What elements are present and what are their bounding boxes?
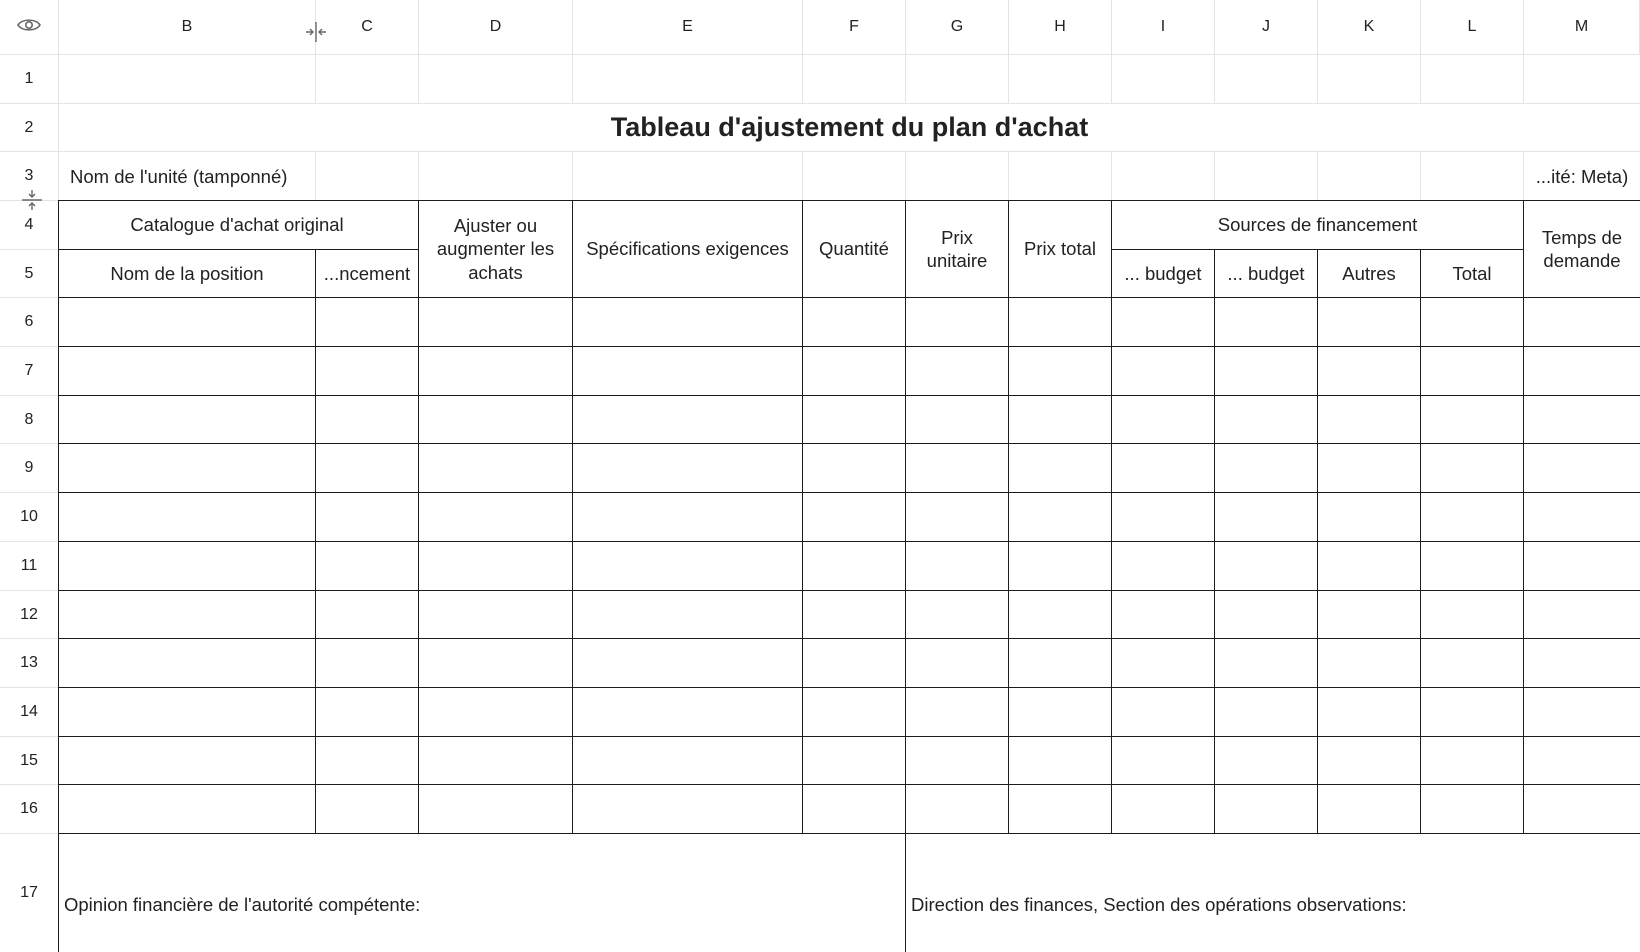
header-adjust-purchases[interactable]: Ajuster ou augmenter les achats [436, 215, 555, 283]
eye-icon[interactable] [17, 17, 41, 38]
table-border [58, 346, 1640, 347]
column-header-d[interactable]: D [419, 0, 573, 55]
unit-right-label[interactable]: ...ité: Meta) [1535, 165, 1629, 187]
column-header-e[interactable]: E [573, 0, 803, 55]
row-header-6[interactable]: 6 [0, 298, 59, 347]
gridline [1523, 55, 1524, 104]
gridline [1111, 55, 1112, 104]
table-border [58, 638, 1640, 639]
table-border [58, 784, 1640, 785]
gridline [1317, 55, 1318, 104]
header-original-catalog[interactable]: Catalogue d'achat original [130, 214, 344, 236]
table-border [58, 443, 1640, 444]
table-border [905, 200, 906, 952]
table-border [1420, 249, 1421, 834]
column-header-c[interactable]: C [316, 0, 419, 55]
sheet-title[interactable]: Tableau d'ajustement du plan d'achat [610, 112, 1089, 143]
header-unit-price[interactable]: Prix unitaire [926, 226, 988, 271]
gridline [418, 152, 419, 201]
corner-cell[interactable] [0, 0, 59, 55]
gridline [572, 152, 573, 201]
gridline [418, 55, 419, 104]
table-border [58, 833, 1640, 834]
row-header-1[interactable]: 1 [0, 55, 59, 104]
table-border [58, 590, 1640, 591]
row-header-7[interactable]: 7 [0, 347, 59, 396]
header-total-price[interactable]: Prix total [1024, 238, 1096, 260]
column-header-g[interactable]: G [906, 0, 1009, 55]
row-header-3[interactable]: 3 [0, 152, 59, 201]
row-header-10[interactable]: 10 [0, 493, 59, 542]
table-border [58, 736, 1640, 737]
footer-financial-opinion[interactable]: Opinion financière de l'autorité compétente: [64, 894, 421, 916]
row-resize-handle-icon[interactable] [20, 188, 44, 217]
column-resize-handle-icon[interactable] [304, 20, 328, 49]
header-position-name[interactable]: Nom de la position [110, 262, 264, 284]
column-header-l[interactable]: L [1421, 0, 1524, 55]
header-specifications[interactable]: Spécifications exigences [586, 238, 789, 260]
column-header-j[interactable]: J [1215, 0, 1318, 55]
gridline [1214, 55, 1215, 104]
header-request-time[interactable]: Temps de demande [1541, 226, 1623, 271]
row-header-5[interactable]: 5 [0, 250, 59, 298]
table-border [58, 200, 59, 952]
column-header-m[interactable]: M [1524, 0, 1640, 55]
gridline [802, 152, 803, 201]
column-header-i[interactable]: I [1112, 0, 1215, 55]
gridline [1420, 55, 1421, 104]
column-header-b[interactable]: B [59, 0, 316, 55]
row-header-9[interactable]: 9 [0, 444, 59, 493]
table-border [58, 297, 1640, 298]
gridline [1317, 152, 1318, 201]
row-header-17[interactable]: 17 [0, 834, 59, 952]
footer-finance-direction[interactable]: Direction des finances, Section des opérations observations: [911, 894, 1407, 916]
header-c-truncated[interactable]: ...ncement [323, 262, 411, 284]
header-funding-sources[interactable]: Sources de financement [1217, 214, 1418, 236]
gridline [802, 55, 803, 104]
gridline [1111, 152, 1112, 201]
gridline [1214, 152, 1215, 201]
table-border [58, 687, 1640, 688]
table-border [58, 541, 1640, 542]
gridline [1008, 152, 1009, 201]
row-header-15[interactable]: 15 [0, 737, 59, 785]
header-others[interactable]: Autres [1342, 262, 1396, 284]
unit-name-label[interactable]: Nom de l'unité (tamponné) [70, 165, 288, 187]
gridline [572, 55, 573, 104]
column-header-h[interactable]: H [1009, 0, 1112, 55]
column-header-f[interactable]: F [803, 0, 906, 55]
header-total[interactable]: Total [1452, 262, 1492, 284]
row-header-8[interactable]: 8 [0, 396, 59, 444]
header-budget-j[interactable]: ... budget [1227, 262, 1305, 284]
gridline [905, 55, 906, 104]
gridline [905, 152, 906, 201]
gridline [315, 55, 316, 104]
row-header-11[interactable]: 11 [0, 542, 59, 591]
row-header-4[interactable]: 4 [0, 201, 59, 250]
row-header-14[interactable]: 14 [0, 688, 59, 737]
gridline [1420, 152, 1421, 201]
row-header-12[interactable]: 12 [0, 591, 59, 639]
table-border [1317, 249, 1318, 834]
table-border [58, 492, 1640, 493]
gridline [315, 152, 316, 201]
header-budget-i[interactable]: ... budget [1124, 262, 1202, 284]
table-border [58, 395, 1640, 396]
row-header-2[interactable]: 2 [0, 104, 59, 152]
gridline [1008, 55, 1009, 104]
row-header-16[interactable]: 16 [0, 785, 59, 834]
column-header-k[interactable]: K [1318, 0, 1421, 55]
table-border [1214, 249, 1215, 834]
row-header-13[interactable]: 13 [0, 639, 59, 688]
table-border [315, 249, 316, 834]
header-quantity[interactable]: Quantité [819, 238, 889, 260]
